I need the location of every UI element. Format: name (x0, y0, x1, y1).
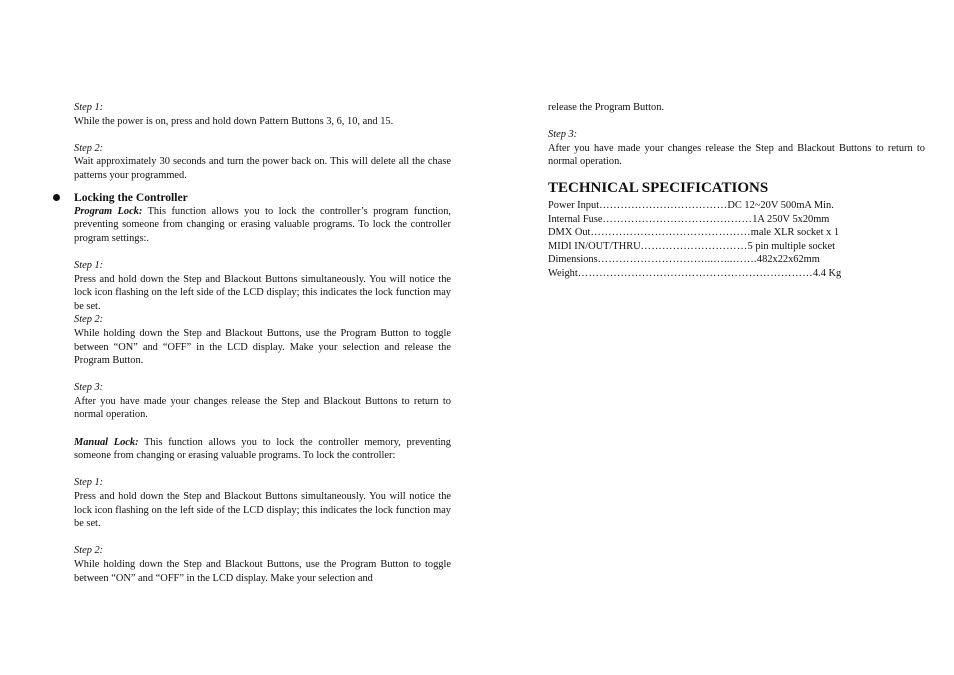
bullet-icon (53, 194, 60, 201)
spec-value: DC 12~20V 500mA Min. (727, 199, 834, 211)
spec-leader: ………………………………………………………… (577, 267, 813, 279)
spec-row-dmx (548, 226, 925, 240)
spec-label: Internal Fuse (548, 213, 603, 225)
spec-list (548, 199, 925, 281)
continued-text: release the Program Button. (548, 102, 664, 113)
program-lock-text: This function allows you to lock the controller’s program function, preventing someone from changing or erasing valuable programs. To lock the controller program settings:. (74, 205, 451, 244)
step-2-label: Step 2: (74, 142, 104, 154)
spec-label: Dimensions (548, 254, 598, 266)
tech-specs-title: TECHNICAL SPECIFICATIONS (548, 179, 769, 196)
spec-leader: ……………………………………… (590, 227, 751, 239)
left-column (74, 101, 451, 585)
spec-row-midi (548, 240, 925, 254)
pl-step-2-text: While holding down the Step and Blackout Buttons, use the Program Button to toggle between “ON” and “OFF” in the LCD display. Make your selection and release the Program Button. (74, 327, 451, 367)
spec-leader: …………………………………… (602, 213, 753, 225)
manual-lock-paragraph (74, 436, 451, 463)
spec-value: 4.4 Kg (812, 267, 842, 279)
spec-label: Weight (548, 267, 578, 279)
spec-label: DMX Out (548, 227, 591, 239)
ml-step-1-text: Press and hold down the Step and Blackout Buttons simultaneously. You will notice the lock icon flashing on the left side of the LCD display; this indicates the lock function may be set. (74, 491, 451, 530)
ml-step-2-text: While holding down the Step and Blackout Buttons, use the Program Button to toggle between “ON” and “OFF” in the LCD display. Make your selection and (74, 559, 451, 584)
spec-row-power (548, 199, 925, 213)
manual-lock-text: This function allows you to lock the controller memory, preventing someone from changing or erasing valuable programs. To lock the controller: (74, 436, 451, 462)
section-title: Locking the Controller (74, 190, 188, 204)
pl-step-1-label: Step 1: (74, 259, 104, 271)
spec-row-dimensions (548, 253, 925, 267)
spec-value: male XLR socket x 1 (750, 227, 840, 239)
step-3-label: Step 3: (548, 129, 578, 141)
spec-leader: …………………………...…...……. (597, 254, 757, 266)
spec-value: 1A 250V 5x20mm (752, 213, 830, 225)
pl-step-2-label: Step 2: (74, 314, 104, 326)
ml-step-1-label: Step 1: (74, 477, 104, 489)
step-1-text: While the power is on, press and hold down Pattern Buttons 3, 6, 10, and 15. (74, 115, 394, 127)
right-column (548, 101, 925, 281)
ml-step-2-label: Step 2: (74, 545, 104, 557)
step-1-label: Step 1: (74, 102, 104, 113)
spec-value: 5 pin multiple socket (747, 240, 835, 252)
section-heading-locking (74, 191, 451, 205)
spec-label: MIDI IN/OUT/THRU (548, 240, 641, 252)
pl-step-3-label: Step 3: (74, 382, 104, 394)
spec-value: 482x22x62mm (756, 254, 820, 266)
pl-step-3-text: After you have made your changes release the Step and Blackout Buttons to return to normal operation. (74, 395, 451, 421)
spec-label: Power Input (548, 199, 600, 211)
spec-leader: ……………………………… (599, 199, 728, 211)
pl-step-1-text: Press and hold down the Step and Blackout Buttons simultaneously. You will notice the lock icon flashing on the left side of the LCD display; this indicates the lock function may be set. (74, 273, 451, 312)
manual-lock-label: Manual Lock: (74, 436, 139, 448)
spec-row-fuse (548, 213, 925, 227)
spec-leader: ………………………… (640, 240, 748, 252)
program-lock-paragraph (74, 205, 451, 246)
step-3-text: After you have made your changes release the Step and Blackout Buttons to return to normal operation. (548, 142, 925, 168)
program-lock-label: Program Lock: (74, 205, 143, 217)
step-2-text: Wait approximately 30 seconds and turn the power back on. This will delete all the chase patterns your programmed. (74, 156, 451, 181)
spec-row-weight (548, 267, 925, 281)
